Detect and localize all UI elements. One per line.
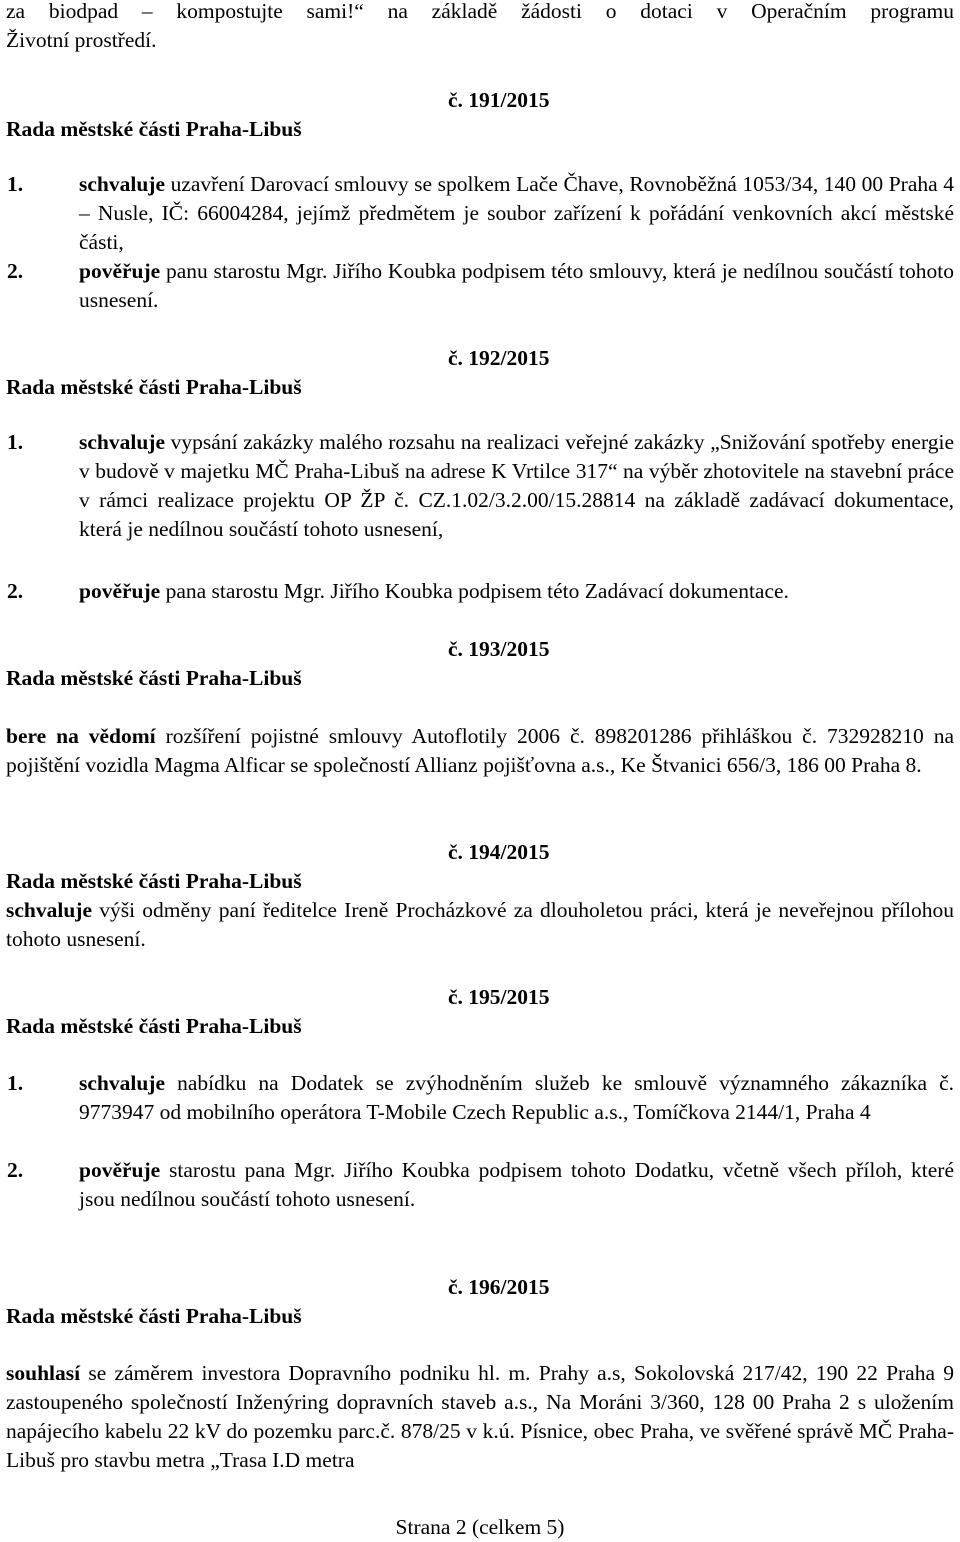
item-number: 1. (7, 430, 24, 454)
item-text: starostu pana Mgr. Jiřího Koubka podpisem tohoto Dodatku, včetně všech příloh, které jsou nedílnou součástí tohoto usnesení. (79, 1158, 954, 1211)
item-keyword: schvaluje (79, 430, 165, 454)
item-text: se záměrem investora Dopravního podniku hl. m. Prahy a.s, Sokolovská 217/42, 190 22 Praha 9 zastoupeného společností Inženýring dopravních staveb a.s., Na Moráni 3/360, 128 00 Praha 2 s uložením napájecího kabelu 22 kV do pozemku parc.č. 878/25 v k.ú. Písnice, obec Praha, ve svěřené správě MČ Praha-Libuš pro stavbu metra „Trasa I.D metra (6, 1361, 954, 1472)
resolution-196-text (6, 1359, 954, 1475)
council-name-194: Rada městské části Praha-Libuš (6, 869, 302, 893)
intro-line-2: Životní prostředí. (6, 28, 157, 52)
item-text: nabídku na Dodatek se zvýhodněním služeb ke smlouvě významného zákazníka č. 9773947 od mobilního operátora T-Mobile Czech Republic a.s., Tomíčkova 2144/1, Praha 4 (79, 1071, 954, 1124)
item-text: pana starostu Mgr. Jiřího Koubka podpisem této Zadávací dokumentace. (160, 579, 789, 603)
item-number: 1. (7, 172, 24, 196)
resolution-number-196: č. 196/2015 (448, 1275, 550, 1299)
page-footer: Strana 2 (celkem 5) (395, 1515, 565, 1539)
item-keyword: schvaluje (79, 1071, 165, 1095)
council-name-196: Rada městské části Praha-Libuš (6, 1304, 302, 1328)
resolution-195-item-2 (7, 1156, 954, 1214)
intro-paragraph (6, 0, 954, 55)
resolution-191-item-2 (7, 257, 954, 315)
item-text: výši odměny paní ředitelce Ireně Procházkové za dlouholetou práci, která je neveřejnou přílohou tohoto usnesení. (6, 898, 954, 951)
item-text: vypsání zakázky malého rozsahu na realizaci veřejné zakázky „Snižování spotřeby energie v budově v majetku MČ Praha-Libuš na adrese K Vrtilce 317“ na výběr zhotovitele na stavební práce v rámci realizace projektu OP ŽP č. CZ.1.02/3.2.00/15.28814 na základě zadávací dokumentace, která je nedílnou součástí tohoto usnesení, (79, 430, 954, 541)
resolution-191-item-1 (7, 170, 954, 257)
resolution-number-191: č. 191/2015 (448, 88, 550, 112)
item-keyword: pověřuje (79, 579, 161, 603)
council-name-192: Rada městské části Praha-Libuš (6, 375, 302, 399)
item-text: uzavření Darovací smlouvy se spolkem Lače Čhave, Rovnoběžná 1053/34, 140 00 Praha 4 – Nusle, IČ: 66004284, jejímž předmětem je soubor zařízení k pořádání venkovních akcí městské části, (79, 172, 954, 254)
resolution-number-194: č. 194/2015 (448, 840, 550, 864)
item-keyword: pověřuje (79, 1158, 161, 1182)
item-number: 2. (7, 579, 24, 603)
resolution-192-item-2 (7, 577, 954, 606)
item-number: 2. (7, 259, 24, 283)
resolution-195-item-1 (7, 1069, 954, 1127)
item-number: 1. (7, 1071, 24, 1095)
item-keyword: pověřuje (79, 259, 161, 283)
item-text: panu starostu Mgr. Jiřího Koubka podpisem této smlouvy, která je nedílnou součástí tohoto usnesení. (79, 259, 954, 312)
resolution-number-192: č. 192/2015 (448, 346, 550, 370)
resolution-193-text (6, 722, 954, 780)
council-name-195: Rada městské části Praha-Libuš (6, 1014, 302, 1038)
item-keyword: schvaluje (79, 172, 165, 196)
resolution-number-195: č. 195/2015 (448, 985, 550, 1009)
item-number: 2. (7, 1158, 24, 1182)
item-keyword: schvaluje (6, 898, 92, 922)
council-name-191: Rada městské části Praha-Libuš (6, 117, 302, 141)
resolution-194-text (6, 896, 954, 954)
resolution-number-193: č. 193/2015 (448, 637, 550, 661)
council-name-193: Rada městské části Praha-Libuš (6, 666, 302, 690)
item-text: rozšíření pojistné smlouvy Autoflotily 2006 č. 898201286 přihláškou č. 732928210 na pojištění vozidla Magma Alficar se společností Allianz pojišťovna a.s., Ke Štvanici 656/3, 186 00 Praha 8. (6, 724, 954, 777)
item-keyword: bere na vědomí (6, 724, 156, 748)
resolution-192-item-1 (7, 428, 954, 544)
item-keyword: souhlasí (6, 1361, 81, 1385)
intro-line-1: za biodpad – kompostujte sami!“ na základě žádosti o dotaci v Operačním programu (6, 0, 954, 23)
